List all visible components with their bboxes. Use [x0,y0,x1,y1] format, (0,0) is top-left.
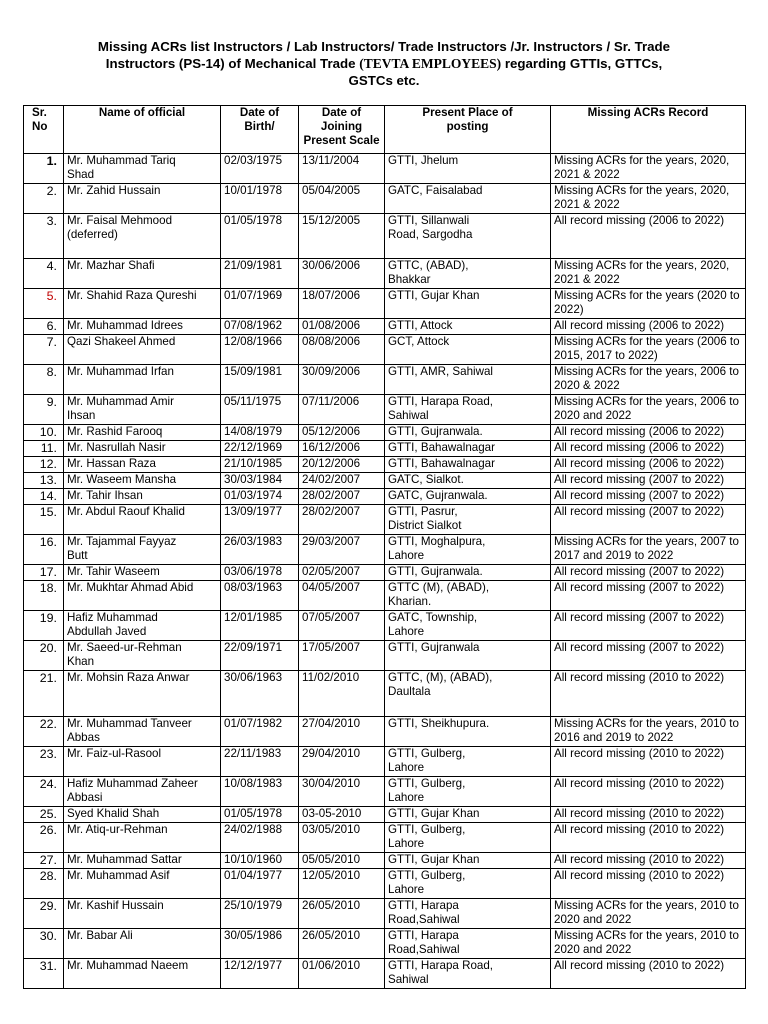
table-row [24,671,746,717]
cell-sr-no: 22. [24,717,64,747]
cell-date-of-birth: 10/01/1978 [221,184,299,214]
cell-sr-no: 31. [24,959,64,989]
title-line-2a: Instructors (PS-14) of Mechanical Trade [105,56,360,71]
cell-posting: GTTI, Gulberg, Lahore [385,777,551,807]
cell-date-of-joining: 27/04/2010 [299,717,385,747]
cell-posting: GATC, Faisalabad [385,184,551,214]
table-row [24,807,746,823]
cell-date-of-birth: 08/03/1963 [221,581,299,611]
cell-sr-no: 5. [24,289,64,319]
cell-missing-record: All record missing (2007 to 2022) [551,581,746,611]
cell-date-of-joining: 07/11/2006 [299,395,385,425]
table-row [24,777,746,807]
title-line-2b: regarding GTTIs, GTTCs, [501,56,663,71]
table-row [24,335,746,365]
cell-sr-no: 21. [24,671,64,717]
cell-sr-no: 9. [24,395,64,425]
cell-date-of-joining: 29/03/2007 [299,535,385,565]
cell-date-of-joining: 16/12/2006 [299,441,385,457]
cell-posting: GTTC (M), (ABAD), Kharian. [385,581,551,611]
cell-sr-no: 25. [24,807,64,823]
cell-sr-no: 26. [24,823,64,853]
cell-name: Hafiz Muhammad Zaheer Abbasi [64,777,221,807]
cell-missing-record: All record missing (2010 to 2022) [551,777,746,807]
cell-missing-record: All record missing (2006 to 2022) [551,319,746,335]
cell-name: Syed Khalid Shah [64,807,221,823]
table-row [24,641,746,671]
cell-date-of-joining: 28/02/2007 [299,505,385,535]
table-row [24,929,746,959]
cell-date-of-birth: 30/03/1984 [221,473,299,489]
cell-posting: GATC, Township, Lahore [385,611,551,641]
cell-posting: GTTI, Sheikhupura. [385,717,551,747]
cell-sr-no: 29. [24,899,64,929]
cell-posting: GTTC, (M), (ABAD), Daultala [385,671,551,717]
cell-date-of-birth: 24/02/1988 [221,823,299,853]
cell-sr-no: 16. [24,535,64,565]
cell-date-of-birth: 01/05/1978 [221,214,299,259]
cell-name: Mr. Muhammad Naeem [64,959,221,989]
cell-date-of-birth: 25/10/1979 [221,899,299,929]
cell-missing-record: All record missing (2007 to 2022) [551,565,746,581]
cell-posting: GTTI, Gulberg, Lahore [385,747,551,777]
cell-name: Mr. Faiz-ul-Rasool [64,747,221,777]
table-row [24,289,746,319]
cell-missing-record: All record missing (2010 to 2022) [551,807,746,823]
cell-posting: GTTI, Jhelum [385,154,551,184]
cell-missing-record: All record missing (2007 to 2022) [551,505,746,535]
cell-date-of-birth: 01/07/1969 [221,289,299,319]
header-date-of-joining: Date of Joining Present Scale [299,106,385,154]
table-row [24,441,746,457]
cell-name: Mr. Abdul Raouf Khalid [64,505,221,535]
cell-date-of-birth: 01/05/1978 [221,807,299,823]
title-line-1: Missing ACRs list Instructors / Lab Instructors/ Trade Instructors /Jr. Instructors / Sr. Trade [97,39,671,54]
cell-sr-no: 6. [24,319,64,335]
cell-posting: GTTI, Sillanwali Road, Sargodha [385,214,551,259]
cell-missing-record: Missing ACRs for the years, 2010 to 2020 and 2022 [551,929,746,959]
table-row [24,457,746,473]
cell-posting: GTTI, Gujar Khan [385,853,551,869]
cell-posting: GTTI, Gujranwala. [385,565,551,581]
cell-missing-record: Missing ACRs for the years, 2020, 2021 & 2022 [551,154,746,184]
cell-posting: GTTI, Harapa Road,Sahiwal [385,929,551,959]
header-sr-no: Sr. No [24,106,64,154]
cell-date-of-joining: 30/04/2010 [299,777,385,807]
cell-missing-record: Missing ACRs for the years, 2020, 2021 & 2022 [551,259,746,289]
cell-posting: GTTI, Gujranwala [385,641,551,671]
cell-missing-record: Missing ACRs for the years, 2007 to 2017 and 2019 to 2022 [551,535,746,565]
cell-missing-record: All record missing (2007 to 2022) [551,611,746,641]
header-name: Name of official [64,106,221,154]
cell-date-of-joining: 24/02/2007 [299,473,385,489]
cell-sr-no: 10. [24,425,64,441]
cell-name: Mr. Zahid Hussain [64,184,221,214]
cell-date-of-birth: 30/06/1963 [221,671,299,717]
cell-date-of-joining: 01/06/2010 [299,959,385,989]
cell-sr-no: 17. [24,565,64,581]
cell-sr-no: 3. [24,214,64,259]
cell-name: Mr. Faisal Mehmood (deferred) [64,214,221,259]
cell-date-of-joining: 30/09/2006 [299,365,385,395]
cell-missing-record: All record missing (2007 to 2022) [551,473,746,489]
cell-name: Mr. Tahir Ihsan [64,489,221,505]
cell-sr-no: 8. [24,365,64,395]
cell-name: Mr. Muhammad Amir Ihsan [64,395,221,425]
header-missing-acrs-record: Missing ACRs Record [551,106,746,154]
cell-name: Mr. Hassan Raza [64,457,221,473]
cell-date-of-joining: 07/05/2007 [299,611,385,641]
cell-date-of-birth: 22/09/1971 [221,641,299,671]
cell-missing-record: All record missing (2010 to 2022) [551,959,746,989]
cell-missing-record: All record missing (2006 to 2022) [551,457,746,473]
cell-date-of-birth: 21/10/1985 [221,457,299,473]
cell-name: Hafiz Muhammad Abdullah Javed [64,611,221,641]
cell-date-of-birth: 26/03/1983 [221,535,299,565]
cell-date-of-joining: 15/12/2005 [299,214,385,259]
cell-name: Mr. Tajammal Fayyaz Butt [64,535,221,565]
table-row [24,565,746,581]
cell-posting: GTTI, Gulberg, Lahore [385,869,551,899]
cell-missing-record: All record missing (2010 to 2022) [551,823,746,853]
table-row [24,611,746,641]
cell-missing-record: All record missing (2010 to 2022) [551,747,746,777]
cell-posting: GATC, Gujranwala. [385,489,551,505]
cell-date-of-joining: 01/08/2006 [299,319,385,335]
cell-date-of-joining: 26/05/2010 [299,899,385,929]
cell-name: Mr. Muhammad Asif [64,869,221,899]
cell-sr-no: 27. [24,853,64,869]
cell-posting: GTTI, Harapa Road,Sahiwal [385,899,551,929]
cell-sr-no: 18. [24,581,64,611]
cell-name: Mr. Kashif Hussain [64,899,221,929]
table-row [24,473,746,489]
table-row [24,505,746,535]
cell-date-of-joining: 08/08/2006 [299,335,385,365]
cell-name: Mr. Mazhar Shafi [64,259,221,289]
cell-posting: GATC, Sialkot. [385,473,551,489]
cell-sr-no: 28. [24,869,64,899]
cell-name: Mr. Muhammad Sattar [64,853,221,869]
cell-date-of-birth: 15/09/1981 [221,365,299,395]
header-present-posting: Present Place of posting [385,106,551,154]
cell-date-of-joining: 29/04/2010 [299,747,385,777]
cell-sr-no: 19. [24,611,64,641]
cell-date-of-joining: 18/07/2006 [299,289,385,319]
table-row [24,259,746,289]
cell-date-of-joining: 03/05/2010 [299,823,385,853]
title-line-3: GSTCs etc. [348,73,420,88]
table-row [24,395,746,425]
cell-posting: GTTI, Gujar Khan [385,289,551,319]
cell-date-of-joining: 13/11/2004 [299,154,385,184]
cell-posting: GCT, Attock [385,335,551,365]
cell-sr-no: 13. [24,473,64,489]
table-body [24,154,746,989]
table-row [24,319,746,335]
cell-date-of-birth: 22/12/1969 [221,441,299,457]
table-row [24,489,746,505]
table-row [24,365,746,395]
cell-missing-record: All record missing (2006 to 2022) [551,441,746,457]
cell-date-of-birth: 12/08/1966 [221,335,299,365]
cell-name: Mr. Mohsin Raza Anwar [64,671,221,717]
cell-date-of-birth: 05/11/1975 [221,395,299,425]
cell-name: Mr. Babar Ali [64,929,221,959]
title-tevta: (TEVTA EMPLOYEES) [359,56,502,71]
cell-date-of-joining: 20/12/2006 [299,457,385,473]
cell-posting: GTTI, Pasrur, District Sialkot [385,505,551,535]
table-row [24,425,746,441]
cell-date-of-joining: 11/02/2010 [299,671,385,717]
cell-date-of-birth: 21/09/1981 [221,259,299,289]
cell-name: Mr. Mukhtar Ahmad Abid [64,581,221,611]
header-date-of-birth: Date of Birth/ [221,106,299,154]
cell-date-of-birth: 10/08/1983 [221,777,299,807]
table-row [24,959,746,989]
cell-missing-record: Missing ACRs for the years, 2010 to 2016 and 2019 to 2022 [551,717,746,747]
cell-posting: GTTI, Harapa Road, Sahiwal [385,959,551,989]
cell-sr-no: 2. [24,184,64,214]
cell-missing-record: All record missing (2010 to 2022) [551,853,746,869]
cell-missing-record: All record missing (2010 to 2022) [551,671,746,717]
cell-posting: GTTI, Gulberg, Lahore [385,823,551,853]
cell-posting: GTTC, (ABAD), Bhakkar [385,259,551,289]
cell-missing-record: Missing ACRs for the years (2020 to 2022) [551,289,746,319]
cell-missing-record: All record missing (2006 to 2022) [551,214,746,259]
cell-date-of-birth: 02/03/1975 [221,154,299,184]
cell-name: Mr. Shahid Raza Qureshi [64,289,221,319]
cell-date-of-joining: 02/05/2007 [299,565,385,581]
cell-date-of-joining: 28/02/2007 [299,489,385,505]
cell-date-of-joining: 03-05-2010 [299,807,385,823]
cell-sr-no: 24. [24,777,64,807]
cell-date-of-birth: 01/04/1977 [221,869,299,899]
cell-sr-no: 20. [24,641,64,671]
cell-sr-no: 14. [24,489,64,505]
table-header-row [24,106,746,154]
table-row [24,717,746,747]
cell-posting: GTTI, AMR, Sahiwal [385,365,551,395]
cell-sr-no: 7. [24,335,64,365]
cell-missing-record: Missing ACRs for the years, 2006 to 2020 and 2022 [551,395,746,425]
table-row [24,899,746,929]
cell-missing-record: All record missing (2007 to 2022) [551,641,746,671]
cell-date-of-birth: 12/01/1985 [221,611,299,641]
cell-date-of-birth: 01/07/1982 [221,717,299,747]
cell-date-of-joining: 12/05/2010 [299,869,385,899]
cell-sr-no: 4. [24,259,64,289]
cell-name: Mr. Rashid Farooq [64,425,221,441]
cell-posting: GTTI, Harapa Road, Sahiwal [385,395,551,425]
cell-sr-no: 30. [24,929,64,959]
cell-name: Qazi Shakeel Ahmed [64,335,221,365]
cell-name: Mr. Muhammad Irfan [64,365,221,395]
cell-name: Mr. Nasrullah Nasir [64,441,221,457]
table-row [24,184,746,214]
cell-posting: GTTI, Gujranwala. [385,425,551,441]
cell-name: Mr. Tahir Waseem [64,565,221,581]
cell-date-of-joining: 04/05/2007 [299,581,385,611]
cell-missing-record: Missing ACRs for the years, 2010 to 2020 and 2022 [551,899,746,929]
missing-acrs-table [23,105,746,989]
cell-sr-no: 12. [24,457,64,473]
cell-date-of-birth: 30/05/1986 [221,929,299,959]
cell-date-of-birth: 22/11/1983 [221,747,299,777]
cell-posting: GTTI, Bahawalnagar [385,441,551,457]
cell-name: Mr. Waseem Mansha [64,473,221,489]
document-title [40,38,728,89]
cell-missing-record: All record missing (2010 to 2022) [551,869,746,899]
table-row [24,154,746,184]
cell-missing-record: Missing ACRs for the years, 2006 to 2020 & 2022 [551,365,746,395]
cell-sr-no: 1. [24,154,64,184]
table-row [24,853,746,869]
cell-date-of-joining: 05/12/2006 [299,425,385,441]
cell-date-of-joining: 30/06/2006 [299,259,385,289]
cell-missing-record: All record missing (2006 to 2022) [551,425,746,441]
cell-date-of-joining: 05/05/2010 [299,853,385,869]
cell-missing-record: Missing ACRs for the years, 2020, 2021 & 2022 [551,184,746,214]
cell-posting: GTTI, Bahawalnagar [385,457,551,473]
table-row [24,535,746,565]
cell-name: Mr. Saeed-ur-Rehman Khan [64,641,221,671]
cell-posting: GTTI, Moghalpura, Lahore [385,535,551,565]
cell-date-of-joining: 05/04/2005 [299,184,385,214]
cell-date-of-birth: 13/09/1977 [221,505,299,535]
cell-sr-no: 15. [24,505,64,535]
cell-date-of-birth: 03/06/1978 [221,565,299,581]
cell-date-of-joining: 17/05/2007 [299,641,385,671]
cell-sr-no: 11. [24,441,64,457]
table-row [24,869,746,899]
cell-posting: GTTI, Attock [385,319,551,335]
cell-name: Mr. Muhammad Idrees [64,319,221,335]
cell-missing-record: All record missing (2007 to 2022) [551,489,746,505]
table-row [24,823,746,853]
cell-date-of-birth: 14/08/1979 [221,425,299,441]
cell-missing-record: Missing ACRs for the years (2006 to 2015, 2017 to 2022) [551,335,746,365]
cell-posting: GTTI, Gujar Khan [385,807,551,823]
cell-name: Mr. Muhammad Tariq Shad [64,154,221,184]
table-row [24,214,746,259]
cell-sr-no: 23. [24,747,64,777]
cell-name: Mr. Atiq-ur-Rehman [64,823,221,853]
table-row [24,581,746,611]
table-row [24,747,746,777]
cell-date-of-joining: 26/05/2010 [299,929,385,959]
cell-date-of-birth: 01/03/1974 [221,489,299,505]
cell-date-of-birth: 07/08/1962 [221,319,299,335]
cell-name: Mr. Muhammad Tanveer Abbas [64,717,221,747]
cell-date-of-birth: 10/10/1960 [221,853,299,869]
cell-date-of-birth: 12/12/1977 [221,959,299,989]
